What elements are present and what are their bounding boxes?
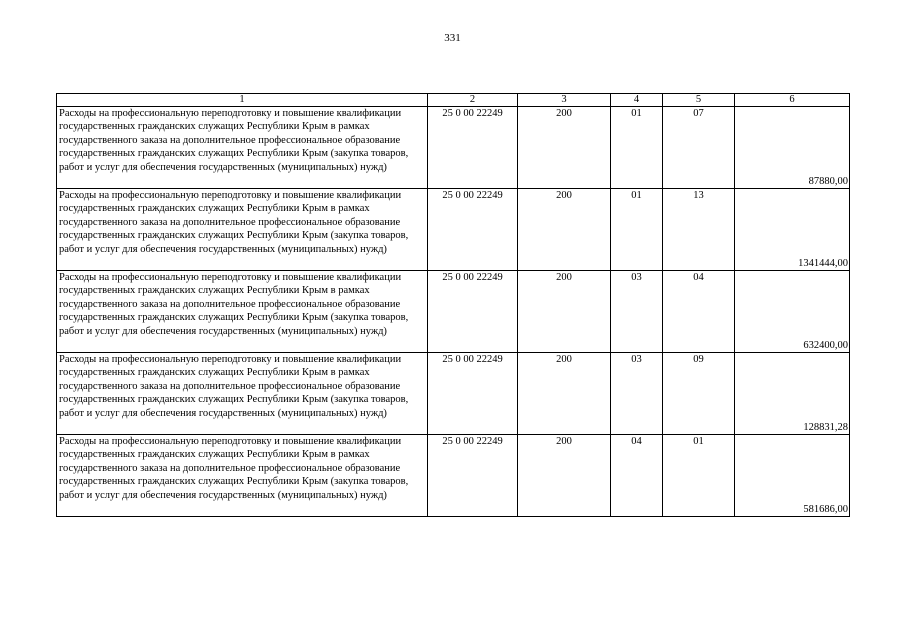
subsection-code: 04 — [663, 271, 735, 353]
column-header-1: 1 — [57, 94, 428, 107]
section-code: 04 — [611, 435, 663, 517]
page-number: 331 — [444, 32, 461, 44]
section-code: 03 — [611, 271, 663, 353]
amount-value: 87880,00 — [735, 107, 850, 189]
column-header-5: 5 — [663, 94, 735, 107]
column-header-4: 4 — [611, 94, 663, 107]
expense-type-code: 200 — [518, 353, 611, 435]
amount-value: 632400,00 — [735, 271, 850, 353]
target-article-code: 25 0 00 22249 — [428, 353, 518, 435]
expense-type-code: 200 — [518, 435, 611, 517]
expense-description: Расходы на профессиональную переподготовку и повышение квалификации государственных гражданских служащих Республики Крым в рамках государственного заказа на дополнительное профессиональное образование государственных гражданских служащих Республики Крым (закупка товаров, работ и услуг для обеспечения государственных (муниципальных) нужд) — [57, 353, 428, 435]
subsection-code: 01 — [663, 435, 735, 517]
amount-value: 581686,00 — [735, 435, 850, 517]
table-row — [57, 435, 850, 517]
expense-type-code: 200 — [518, 271, 611, 353]
expense-description: Расходы на профессиональную переподготовку и повышение квалификации государственных гражданских служащих Республики Крым в рамках государственного заказа на дополнительное профессиональное образование государственных гражданских служащих Республики Крым (закупка товаров, работ и услуг для обеспечения государственных (муниципальных) нужд) — [57, 435, 428, 517]
amount-value: 128831,28 — [735, 353, 850, 435]
budget-table — [56, 93, 850, 517]
expense-description: Расходы на профессиональную переподготовку и повышение квалификации государственных гражданских служащих Республики Крым в рамках государственного заказа на дополнительное профессиональное образование государственных гражданских служащих Республики Крым (закупка товаров, работ и услуг для обеспечения государственных (муниципальных) нужд) — [57, 189, 428, 271]
column-header-3: 3 — [518, 94, 611, 107]
column-header-2: 2 — [428, 94, 518, 107]
expense-type-code: 200 — [518, 107, 611, 189]
amount-value: 1341444,00 — [735, 189, 850, 271]
target-article-code: 25 0 00 22249 — [428, 271, 518, 353]
table-row — [57, 107, 850, 189]
table-header-row — [57, 94, 850, 107]
section-code: 01 — [611, 189, 663, 271]
expense-description: Расходы на профессиональную переподготовку и повышение квалификации государственных гражданских служащих Республики Крым в рамках государственного заказа на дополнительное профессиональное образование государственных гражданских служащих Республики Крым (закупка товаров, работ и услуг для обеспечения государственных (муниципальных) нужд) — [57, 107, 428, 189]
expense-description: Расходы на профессиональную переподготовку и повышение квалификации государственных гражданских служащих Республики Крым в рамках государственного заказа на дополнительное профессиональное образование государственных гражданских служащих Республики Крым (закупка товаров, работ и услуг для обеспечения государственных (муниципальных) нужд) — [57, 271, 428, 353]
column-header-6: 6 — [735, 94, 850, 107]
table-row — [57, 189, 850, 271]
subsection-code: 09 — [663, 353, 735, 435]
expense-type-code: 200 — [518, 189, 611, 271]
target-article-code: 25 0 00 22249 — [428, 435, 518, 517]
table-row — [57, 271, 850, 353]
subsection-code: 07 — [663, 107, 735, 189]
section-code: 03 — [611, 353, 663, 435]
target-article-code: 25 0 00 22249 — [428, 107, 518, 189]
section-code: 01 — [611, 107, 663, 189]
subsection-code: 13 — [663, 189, 735, 271]
table-row — [57, 353, 850, 435]
target-article-code: 25 0 00 22249 — [428, 189, 518, 271]
